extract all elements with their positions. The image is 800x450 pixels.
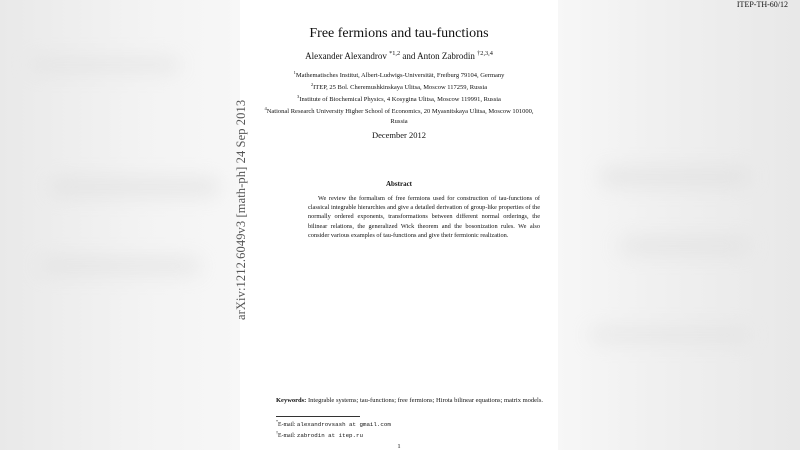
- affiliation-line: $^4$National Research University Higher School of Economics, 20 Myasnitskaya Ulitsa, Moscow 101000, Russia: [264, 106, 534, 125]
- affiliation-line: $^1$Mathematisches Institut, Albert-Ludwigs-Universität, Freiburg 79104, Germany: [293, 70, 505, 80]
- footnotes: [276, 418, 391, 441]
- arxiv-identifier[interactable]: arXiv:1212.6049v3 [math-ph] 24 Sep 2013: [234, 99, 248, 320]
- author-name: Alexander Alexandrov: [305, 51, 387, 61]
- report-number: ITEP-TH-60/12: [736, 0, 788, 9]
- email-link[interactable]: zabrodin at itep.ru: [296, 432, 363, 440]
- blurred-text: [600, 170, 750, 184]
- paper-date: December 2012: [371, 130, 427, 140]
- keywords-text: Integrable systems; tau-functions; free fermions; Hirota bilinear equations; matrix models.: [307, 397, 543, 404]
- author-mark: †2,3,4: [477, 50, 493, 57]
- author-mark: *1,2: [389, 50, 401, 57]
- footnote-line: †E-mail: zabrodin at itep.ru: [276, 430, 363, 440]
- blurred-text: [620, 240, 750, 252]
- email-link[interactable]: alexandrovsash at gmail.com: [296, 420, 391, 428]
- blurred-text: [590, 330, 750, 340]
- paper-title: Free fermions and tau-functions: [309, 26, 489, 41]
- author-list: [240, 50, 558, 61]
- blurred-text: [40, 260, 200, 272]
- affiliations: [240, 68, 558, 126]
- abstract-heading: Abstract: [385, 180, 413, 188]
- author-name: Anton Zabrodin: [417, 51, 475, 61]
- footnote-line: *E-mail: alexandrovsash at gmail.com: [276, 419, 391, 428]
- footnote-rule: [276, 416, 360, 417]
- blurred-text: [50, 180, 220, 194]
- abstract-text: We review the formalism of free fermions used for construction of tau-functions of classical integrable hierarchies and give a detailed derivation of group-like properties of the normally ordered exponents, transformations between different normal orderings, the bilinear relations, the generalized Wick theorem and the bosonization rules. We also consider various examples of tau-functions and give their fermionic realization.: [308, 195, 540, 239]
- affiliation-line: $^3$Institute of Biochemical Physics, 4 Kosygina Ulitsa, Moscow 119991, Russia: [297, 94, 501, 104]
- page-number: 1: [397, 443, 401, 450]
- blurred-text: [30, 60, 180, 70]
- author-conjunction: and: [402, 51, 416, 61]
- affiliation-line: $^2$ITEP, 25 Bol. Cheremushkinskaya Ulitsa, Moscow 117259, Russia: [310, 82, 488, 92]
- keywords: [276, 396, 566, 405]
- keywords-label: Keywords:: [276, 397, 307, 404]
- background-right: [558, 0, 800, 450]
